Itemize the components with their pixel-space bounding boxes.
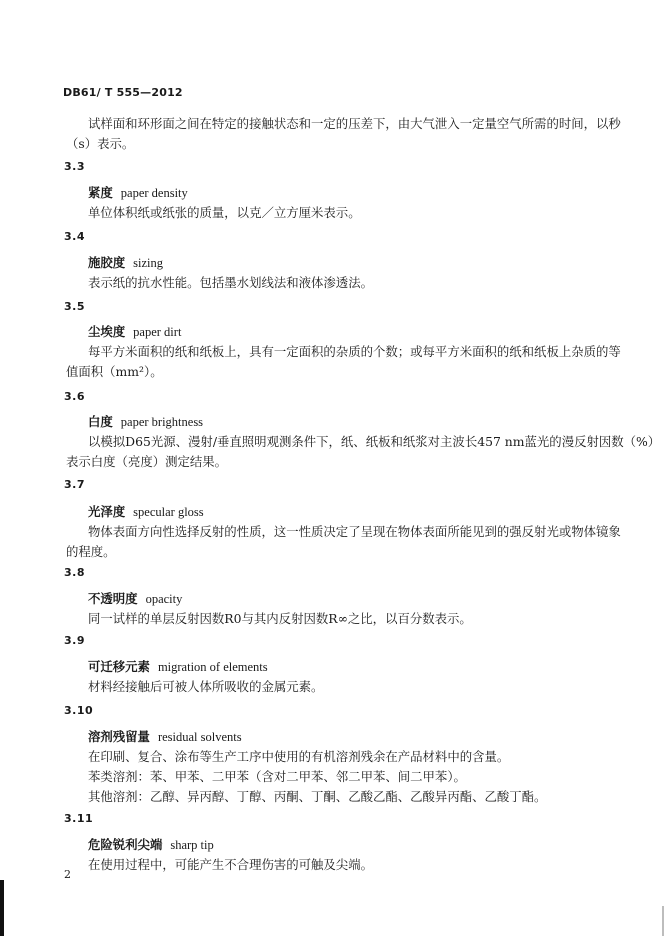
section-number: 3.11: [64, 812, 94, 825]
term-zh: 溶剂残留量: [88, 729, 150, 744]
definition-line: 其他溶剂：乙醇、异丙醇、丁醇、丙酮、丁酮、乙酸乙酯、乙酸异丙酯、乙酸丁酯。: [88, 789, 547, 804]
scan-edge-mark: [0, 880, 4, 936]
term-zh: 紧度: [88, 185, 113, 200]
standard-code: DB61/ T 555—2012: [63, 86, 183, 99]
definition-line: 单位体积纸或纸张的质量，以克／立方厘米表示。: [88, 205, 361, 220]
definition-line: 苯类溶剂：苯、甲苯、二甲苯（含对二甲苯、邻二甲苯、间二甲苯）。: [88, 769, 466, 784]
term-heading: [88, 183, 188, 203]
term-heading: [88, 835, 214, 855]
section-number: 3.10: [64, 704, 94, 717]
term-heading: [88, 657, 268, 677]
term-heading: [88, 253, 163, 273]
term-en: paper dirt: [133, 325, 182, 339]
term-zh: 光泽度: [88, 504, 126, 519]
intro-line-1: 试样面和环形面之间在特定的接触状态和一定的压差下，由大气泄入一定量空气所需的时间，以秒: [88, 116, 621, 131]
section-number: 3.7: [64, 478, 85, 491]
term-zh: 施胶度: [88, 255, 126, 270]
section-number: 3.6: [64, 390, 85, 403]
term-en: specular gloss: [133, 505, 204, 519]
term-en: opacity: [145, 592, 183, 606]
term-en: paper brightness: [120, 415, 204, 429]
term-heading: [88, 322, 181, 342]
definition-line: 表示纸的抗水性能。包括墨水划线法和液体渗透法。: [88, 275, 373, 290]
definition-line: 每平方米面积的纸和纸板上，具有一定面积的杂质的个数；或每平方米面积的纸和纸板上杂质的等: [88, 344, 621, 359]
term-en: sharp tip: [170, 838, 214, 852]
term-en: sizing: [133, 256, 164, 270]
section-number: 3.3: [64, 160, 85, 173]
term-en: paper density: [120, 186, 188, 200]
definition-line: 的程度。: [66, 544, 116, 559]
definition-line: 在使用过程中，可能产生不合理伤害的可触及尖端。: [88, 857, 373, 872]
definition-line: 在印刷、复合、涂布等生产工序中使用的有机溶剂残余在产品材料中的含量。: [88, 749, 510, 764]
term-en: residual solvents: [157, 730, 242, 744]
section-number: 3.4: [64, 230, 85, 243]
section-number: 3.5: [64, 300, 85, 313]
section-number: 3.9: [64, 634, 85, 647]
term-en: migration of elements: [157, 660, 268, 674]
definition-line: 表示白度（亮度）测定结果。: [66, 454, 228, 469]
scan-edge-mark-right: [662, 906, 664, 936]
definition-line: 同一试样的单层反射因数R0与其内反射因数R∞之比，以百分数表示。: [88, 611, 472, 626]
term-heading: [88, 727, 242, 747]
term-zh: 白度: [88, 414, 113, 429]
definition-line: 值面积（mm²）。: [66, 364, 163, 379]
term-heading: [88, 589, 182, 609]
term-heading: [88, 412, 203, 432]
page-number: 2: [64, 868, 71, 881]
definition-line: 材料经接触后可被人体所吸收的金属元素。: [88, 679, 324, 694]
term-heading: [88, 502, 204, 522]
intro-line-2: （s）表示。: [66, 136, 135, 151]
term-zh: 可迁移元素: [88, 659, 150, 674]
definition-line: 以模拟D65光源、漫射/垂直照明观测条件下，纸、纸板和纸浆对主波长457 nm蓝光的漫反射因数（%）: [88, 434, 661, 449]
term-zh: 危险锐利尖端: [88, 837, 163, 852]
section-number: 3.8: [64, 566, 85, 579]
term-zh: 不透明度: [88, 591, 138, 606]
term-zh: 尘埃度: [88, 324, 126, 339]
definition-line: 物体表面方向性选择反射的性质，这一性质决定了呈现在物体表面所能见到的强反射光或物体镜象: [88, 524, 621, 539]
